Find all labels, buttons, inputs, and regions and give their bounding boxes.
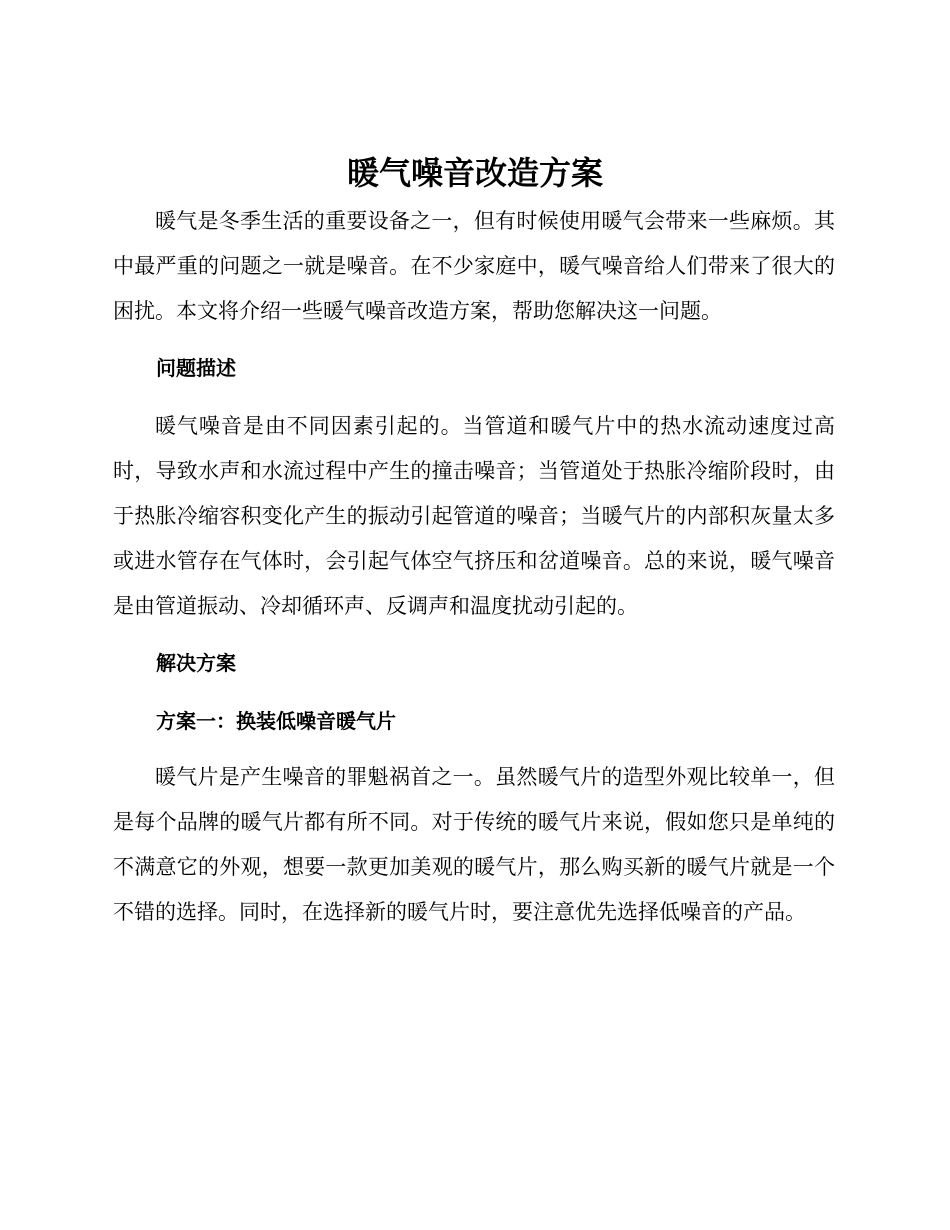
- plan-one-heading: 方案一：换装低噪音暖气片: [156, 709, 396, 733]
- intro-paragraph: 暖气是冬季生活的重要设备之一，但有时候使用暖气会带来一些麻烦。其中最严重的问题之一就是噪音。在不少家庭中，暖气噪音给人们带来了很大的困扰。本文将介绍一些暖气噪音改造方案，帮助您解决这一问题。: [113, 209, 835, 323]
- solutions-heading: 解决方案: [156, 651, 236, 675]
- problem-paragraph: 暖气噪音是由不同因素引起的。当管道和暖气片中的热水流动速度过高时，导致水声和水流过程中产生的撞击噪音；当管道处于热胀冷缩阶段时，由于热胀冷缩容积变化产生的振动引起管道的噪音；当暖气片的内部积灰量太多或进水管存在气体时，会引起气体空气挤压和岔道噪音。总的来说，暖气噪音是由管道振动、冷却循环声、反调声和温度扰动引起的。: [113, 414, 835, 618]
- problem-heading: 问题描述: [156, 356, 236, 380]
- plan-one-paragraph: 暖气片是产生噪音的罪魁祸首之一。虽然暖气片的造型外观比较单一，但是每个品牌的暖气片都有所不同。对于传统的暖气片来说，假如您只是单纯的不满意它的外观，想要一款更加美观的暖气片，那么购买新的暖气片就是一个不错的选择。同时，在选择新的暖气片时，要注意优先选择低噪音的产品。: [113, 765, 835, 924]
- document-title: 暖气噪音改造方案: [346, 154, 603, 192]
